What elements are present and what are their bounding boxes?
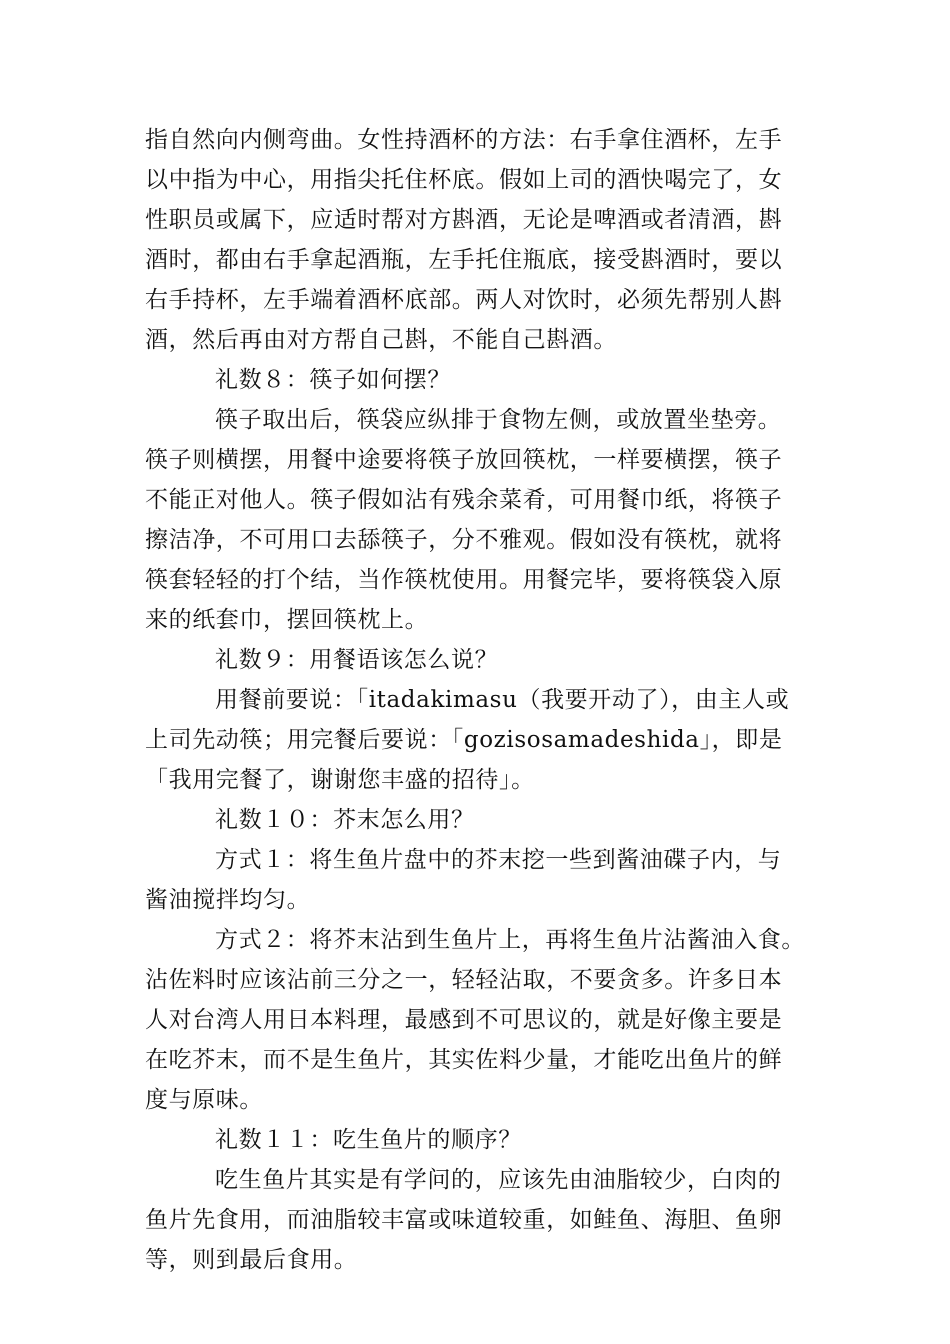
text-line: 来的纸套巾，摆回筷枕上。: [145, 607, 429, 633]
text-line: 擦洁净，不可用口去舔筷子，分不雅观。假如没有筷枕，就将: [145, 527, 783, 553]
text-line: 人对台湾人用日本料理，最感到不可思议的，就是好像主要是: [145, 1007, 783, 1033]
text-line: 度与原味。: [145, 1087, 263, 1113]
text-line: 在吃芥末，而不是生鱼片，其实佐料少量，才能吃出鱼片的鲜: [145, 1047, 783, 1073]
section-heading: 礼数１０：芥末怎么用？: [215, 807, 475, 833]
text-line: 以中指为中心，用指尖托住杯底。假如上司的酒快喝完了，女: [145, 167, 783, 193]
text-line: 不能正对他人。筷子假如沾有残余菜肴，可用餐巾纸，将筷子: [145, 487, 783, 513]
text-line: 酒时，都由右手拿起酒瓶，左手托住瓶底，接受斟酒时，要以: [145, 247, 783, 273]
section-heading: 礼数９：用餐语该怎么说？: [215, 647, 499, 673]
section-heading: 礼数８：筷子如何摆？: [215, 367, 451, 393]
text-line: 酱油搅拌均匀。: [145, 887, 311, 913]
paragraph-first-line: 吃生鱼片其实是有学问的，应该先由油脂较少，白肉的: [215, 1167, 782, 1193]
text-line: 右手持杯，左手端着酒杯底部。两人对饮时，必须先帮别人斟: [145, 287, 783, 313]
paragraph-first-line: 方式２：将芥末沾到生鱼片上，再将生鱼片沾酱油入食。: [215, 927, 805, 953]
text-line: 等，则到最后食用。: [145, 1247, 358, 1273]
paragraph-first-line: 用餐前要说：「itadakimasu（我要开动了），由主人或: [215, 687, 790, 713]
text-line: 筷子则横摆，用餐中途要将筷子放回筷枕，一样要横摆，筷子: [145, 447, 783, 473]
text-line: 「我用完餐了，谢谢您丰盛的招待」。: [145, 767, 535, 793]
text-line: 沾佐料时应该沾前三分之一，轻轻沾取，不要贪多。许多日本: [145, 967, 783, 993]
text-line: 上司先动筷；用完餐后要说：「gozisosamadeshida」，即是: [145, 727, 783, 753]
text-line: 酒，然后再由对方帮自己斟，不能自己斟酒。: [145, 327, 617, 353]
section-heading: 礼数１１：吃生鱼片的顺序？: [215, 1127, 522, 1153]
text-line: 性职员或属下，应适时帮对方斟酒，无论是啤酒或者清酒，斟: [145, 207, 783, 233]
text-line: 指自然向内侧弯曲。女性持酒杯的方法：右手拿住酒杯，左手: [145, 127, 783, 153]
text-line: 鱼片先食用，而油脂较丰富或味道较重，如鲑鱼、海胆、鱼卵: [145, 1207, 783, 1233]
paragraph-first-line: 方式１：将生鱼片盘中的芥末挖一些到酱油碟子内，与: [215, 847, 782, 873]
paragraph-first-line: 筷子取出后，筷袋应纵排于食物左侧，或放置坐垫旁。: [215, 407, 782, 433]
text-line: 筷套轻轻的打个结，当作筷枕使用。用餐完毕，要将筷袋入原: [145, 567, 783, 593]
